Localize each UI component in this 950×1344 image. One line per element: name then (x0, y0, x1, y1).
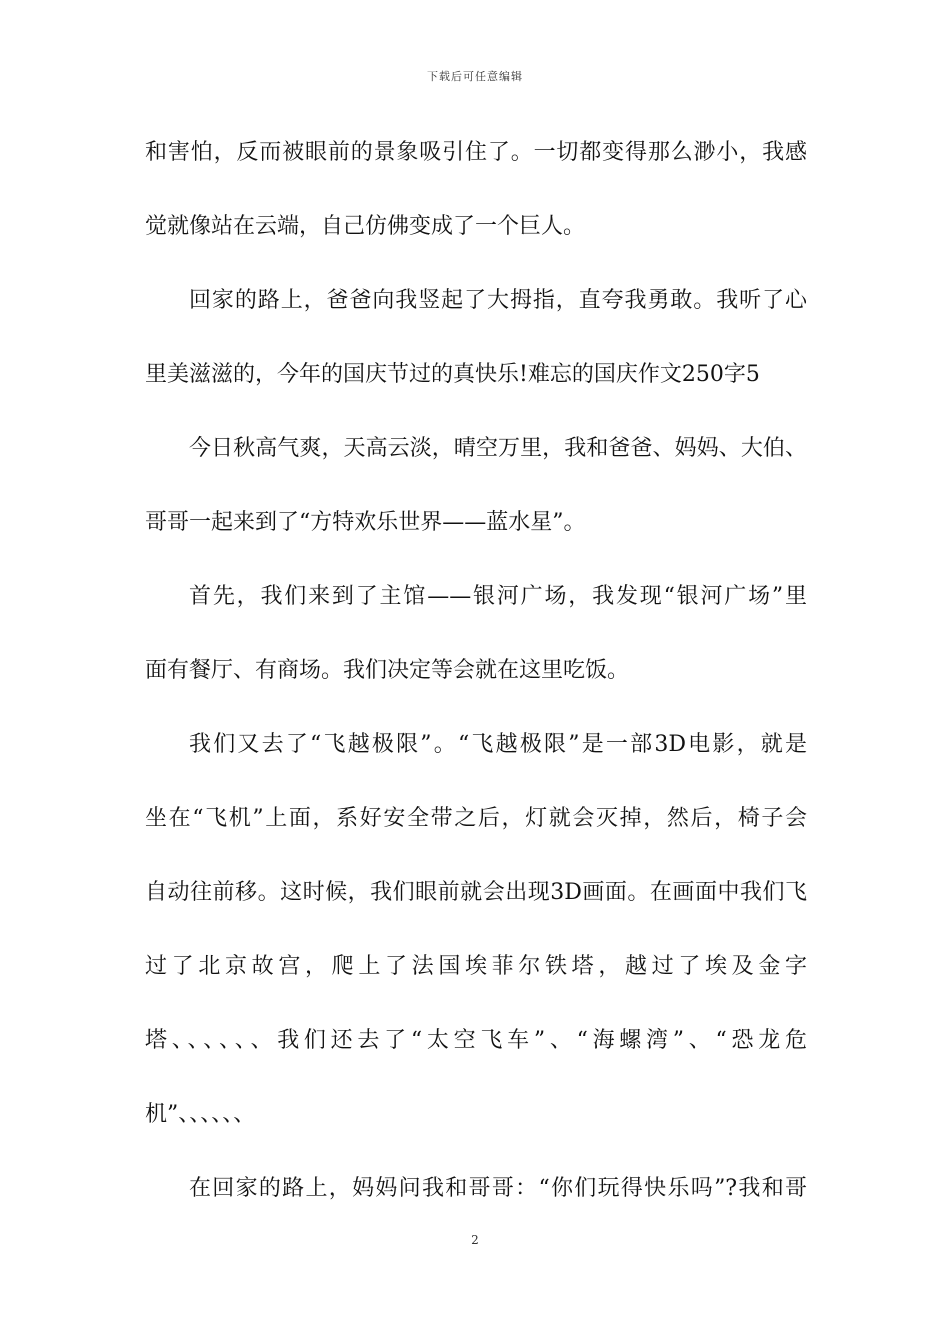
text-line: 我们又去了“飞越极限”。“飞越极限”是一部3D电影，就是 (189, 732, 807, 757)
text-line: 塔、、、、、、我们还去了“太空飞车”、“海螺湾”、“恐龙危 (145, 1028, 807, 1053)
text-line: 在回家的路上，妈妈问我和哥哥：“你们玩得快乐吗”?我和哥 (189, 1176, 807, 1201)
text-line: 过了北京故宫，爬上了法国埃菲尔铁塔，越过了埃及金字 (145, 954, 807, 979)
text-line: 机”、、、、、、 (145, 1102, 256, 1127)
text-line: 觉就像站在云端，自己仿佛变成了一个巨人。 (145, 214, 586, 239)
text-line: 面有餐厅、有商场。我们决定等会就在这里吃饭。 (145, 658, 630, 683)
text-line: 哥哥一起来到了“方特欢乐世界——蓝水星”。 (145, 510, 586, 535)
text-line: 自动往前移。这时候，我们眼前就会出现3D画面。在画面中我们飞 (145, 880, 807, 905)
text-line: 里美滋滋的，今年的国庆节过的真快乐!难忘的国庆作文250字5 (145, 362, 760, 387)
page-number: 2 (471, 1233, 479, 1247)
text-line: 回家的路上，爸爸向我竖起了大拇指，直夸我勇敢。我听了心 (189, 288, 807, 313)
text-line: 和害怕，反而被眼前的景象吸引住了。一切都变得那么渺小，我感 (145, 140, 807, 165)
text-line: 坐在“飞机”上面，系好安全带之后，灯就会灭掉，然后，椅子会 (145, 806, 807, 831)
page-header: 下载后可任意编辑 (427, 70, 523, 83)
text-line: 今日秋高气爽，天高云淡，晴空万里，我和爸爸、妈妈、大伯、 (189, 436, 807, 461)
text-line: 首先，我们来到了主馆——银河广场，我发现“银河广场”里 (189, 584, 807, 609)
